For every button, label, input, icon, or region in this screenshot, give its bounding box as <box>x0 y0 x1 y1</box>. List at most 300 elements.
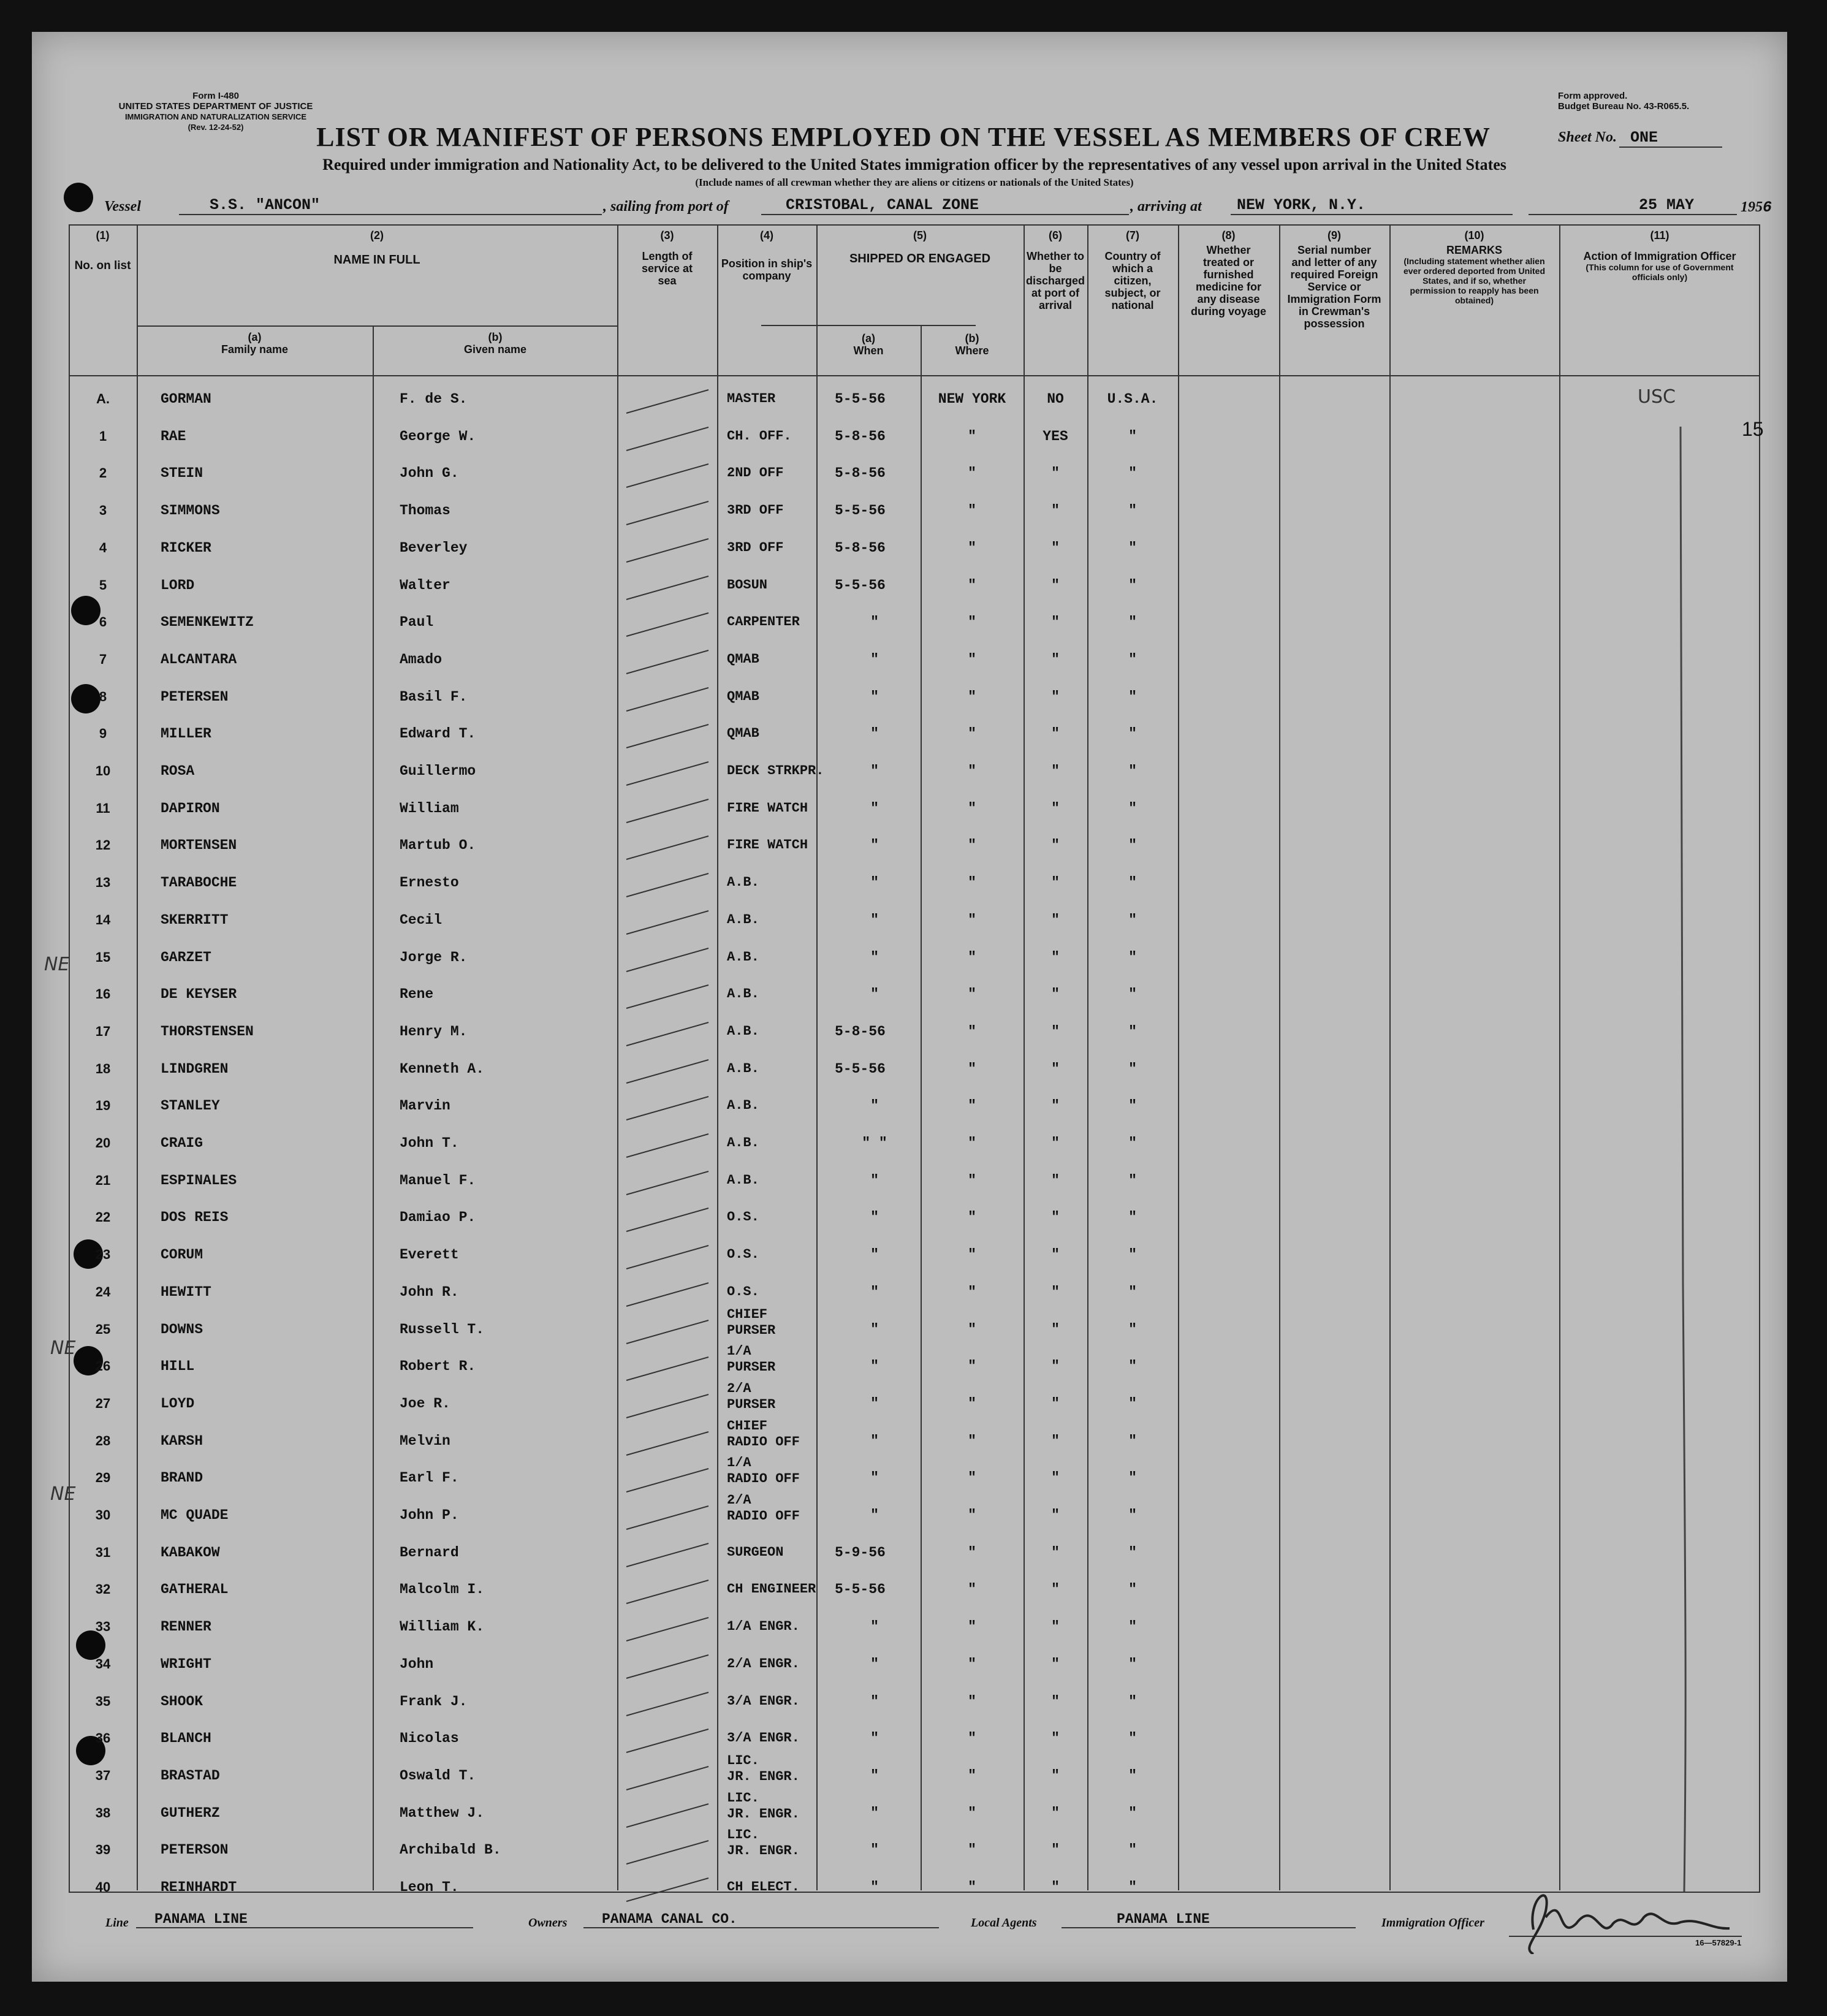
service-slash-mark <box>621 870 713 900</box>
shipped-where: " <box>968 1395 976 1412</box>
family-name: SIMMONS <box>161 503 220 519</box>
row-number: 16 <box>95 986 111 1002</box>
agents-label: Local Agents <box>971 1916 1037 1930</box>
family-name: LINDGREN <box>161 1060 229 1077</box>
col2b-header: (b) Given name <box>463 331 527 356</box>
shipped-where: " <box>968 1023 976 1040</box>
service-slash-mark <box>621 1725 713 1756</box>
row-number: 39 <box>95 1842 111 1858</box>
form-number: Form I-480 <box>192 91 239 101</box>
country: " <box>1128 1470 1137 1486</box>
row-number: 2 <box>99 465 107 481</box>
service-slash-mark <box>621 1837 713 1868</box>
discharged: " <box>1051 1693 1060 1710</box>
table-row <box>69 1015 1760 1051</box>
given-name: William <box>400 800 459 816</box>
port-to: NEW YORK, N.Y. <box>1231 196 1513 215</box>
table-row <box>69 1455 1760 1497</box>
row-number: 33 <box>95 1619 111 1635</box>
shipped-when: 5-8-56 <box>835 465 886 482</box>
shipped-when: " <box>870 949 879 965</box>
discharged: " <box>1051 539 1060 556</box>
shipped-when: " <box>870 614 879 631</box>
given-name: Martub O. <box>400 837 476 854</box>
given-name: John P. <box>400 1507 459 1523</box>
shipped-where: " <box>968 1767 976 1784</box>
country: " <box>1128 1619 1137 1635</box>
discharged: " <box>1051 837 1060 854</box>
service-slash-mark <box>621 1428 713 1459</box>
shipped-where: " <box>968 1098 976 1114</box>
agents-value: PANAMA LINE <box>1062 1911 1356 1928</box>
shipped-where: " <box>968 1507 976 1523</box>
shipped-when: " <box>870 726 879 742</box>
discharged: " <box>1051 1767 1060 1784</box>
country: " <box>1128 539 1137 556</box>
subtitle: Required under immigration and Nationality Act, to be delivered to the United States immigration officer by the representatives of any vessel upon arrival in the United States <box>322 156 1506 173</box>
row-number: 13 <box>95 875 111 891</box>
row-number: 4 <box>99 539 107 555</box>
country: " <box>1128 875 1137 891</box>
line-value: PANAMA LINE <box>136 1911 473 1928</box>
sheet-label: Sheet No. <box>1558 129 1617 145</box>
family-name: PETERSEN <box>161 688 229 705</box>
position: 2/A ENGR. <box>727 1656 800 1672</box>
position: LIC. JR. ENGR. <box>727 1790 800 1822</box>
table-row <box>69 1201 1760 1236</box>
row-number: 23 <box>95 1247 111 1263</box>
service-slash-mark <box>621 535 713 566</box>
year-label: 1956 <box>1741 199 1772 216</box>
country: " <box>1128 577 1137 593</box>
discharged: " <box>1051 1060 1060 1077</box>
shipped-when: 5-8-56 <box>835 539 886 556</box>
officer-signature <box>1509 1887 1742 1937</box>
discharged: " <box>1051 1284 1060 1300</box>
position: 3RD OFF <box>727 503 784 519</box>
table-row <box>69 1127 1760 1162</box>
position: CHIEF RADIO OFF <box>727 1418 800 1450</box>
service-slash-mark <box>621 1093 713 1124</box>
discharged: " <box>1051 1247 1060 1263</box>
row-number: 31 <box>95 1544 111 1560</box>
position: LIC. JR. ENGR. <box>727 1827 800 1859</box>
manifest-sheet <box>32 32 1787 1982</box>
family-name: ROSA <box>161 763 195 779</box>
row-number: 17 <box>95 1023 111 1039</box>
shipped-where: " <box>968 1432 976 1449</box>
shipped-when: 5-5-56 <box>835 503 886 519</box>
family-name: SEMENKEWITZ <box>161 614 254 631</box>
discharged: " <box>1051 1507 1060 1523</box>
service-slash-mark <box>621 609 713 640</box>
row-number: 24 <box>95 1284 111 1299</box>
country: " <box>1128 1284 1137 1300</box>
shipped-when: " <box>870 1842 879 1858</box>
given-name: Joe R. <box>400 1395 450 1412</box>
position: CH ELECT. <box>727 1879 800 1895</box>
row-number: 32 <box>95 1581 111 1597</box>
discharged: " <box>1051 503 1060 519</box>
given-name: Paul <box>400 614 434 631</box>
country: " <box>1128 1172 1137 1189</box>
row-number: 12 <box>95 837 111 853</box>
service-slash-mark <box>621 1577 713 1607</box>
service-slash-mark <box>621 1800 713 1831</box>
position: CH ENGINEER <box>727 1581 816 1597</box>
table-row <box>69 494 1760 530</box>
country: " <box>1128 1395 1137 1412</box>
row-number: 5 <box>99 577 107 593</box>
row-number: 25 <box>95 1321 111 1337</box>
position: A.B. <box>727 1060 759 1076</box>
shipped-where: " <box>968 875 976 891</box>
given-name: Matthew J. <box>400 1805 485 1821</box>
approval-block <box>1558 91 1754 112</box>
family-name: MORTENSEN <box>161 837 237 854</box>
position: FIRE WATCH <box>727 837 808 853</box>
table-row <box>69 382 1760 418</box>
shipped-where: " <box>968 1060 976 1077</box>
position: QMAB <box>727 726 759 742</box>
shipped-where: " <box>968 1321 976 1337</box>
discharged: " <box>1051 1432 1060 1449</box>
country: " <box>1128 1656 1137 1672</box>
officer-label: Immigration Officer <box>1381 1916 1484 1930</box>
table-row <box>69 1052 1760 1088</box>
row-number: 27 <box>95 1395 111 1411</box>
discharged: " <box>1051 688 1060 705</box>
shipped-when: " <box>870 1432 879 1449</box>
given-name: Everett <box>400 1247 459 1263</box>
table-row <box>69 643 1760 679</box>
position: A.B. <box>727 1023 759 1039</box>
given-name: Bernard <box>400 1544 459 1561</box>
given-name: Amado <box>400 651 443 668</box>
service-slash-mark <box>621 1614 713 1645</box>
line-label: Line <box>105 1916 129 1930</box>
table-row <box>69 941 1760 976</box>
service-slash-mark <box>621 981 713 1012</box>
family-name: BRAND <box>161 1470 203 1486</box>
table-row <box>69 1573 1760 1608</box>
col11-header: (11) Action of Immigration Officer (This column for use of Government officials only) <box>1583 229 1736 282</box>
family-name: MILLER <box>161 726 211 742</box>
country: " <box>1128 949 1137 965</box>
shipped-where: NEW YORK <box>938 391 1006 407</box>
shipped-when: " <box>870 651 879 668</box>
discharged: " <box>1051 1581 1060 1598</box>
given-name: Rene <box>400 986 434 1003</box>
country: " <box>1128 651 1137 668</box>
service-slash-mark <box>621 1874 713 1905</box>
country: " <box>1128 465 1137 482</box>
service-slash-mark <box>621 1763 713 1793</box>
table-row <box>69 1827 1760 1869</box>
row-number: 30 <box>95 1507 111 1523</box>
service-slash-mark <box>621 424 713 454</box>
position: 2/A PURSER <box>727 1380 776 1412</box>
row-number: 20 <box>95 1135 111 1151</box>
count-annotation: 15 <box>1742 418 1764 440</box>
given-name: William K. <box>400 1619 485 1635</box>
family-name: DAPIRON <box>161 800 220 816</box>
table-row <box>69 829 1760 864</box>
shipped-where: " <box>968 1247 976 1263</box>
position: CH. OFF. <box>727 428 792 444</box>
given-name: Melvin <box>400 1432 450 1449</box>
shipped-when: 5-8-56 <box>835 428 886 444</box>
given-name: Earl F. <box>400 1470 459 1486</box>
table-row <box>69 978 1760 1013</box>
family-name: ESPINALES <box>161 1172 237 1189</box>
row-number: 19 <box>95 1098 111 1114</box>
service-slash-mark <box>621 1689 713 1719</box>
row-number: 9 <box>99 726 107 742</box>
shipped-where: " <box>968 614 976 631</box>
table-row <box>69 1648 1760 1683</box>
position: FIRE WATCH <box>727 800 808 816</box>
family-name: MC QUADE <box>161 1507 229 1523</box>
table-row <box>69 1418 1760 1460</box>
country: " <box>1128 837 1137 854</box>
family-name: STANLEY <box>161 1098 220 1114</box>
form-approved: Form approved. <box>1558 91 1628 101</box>
country: " <box>1128 503 1137 519</box>
family-name: BLANCH <box>161 1730 211 1747</box>
table-row <box>69 1238 1760 1274</box>
shipped-when: " <box>870 1321 879 1337</box>
position: LIC. JR. ENGR. <box>727 1752 800 1784</box>
vessel-line <box>75 195 1772 219</box>
shipped-when: " <box>870 1507 879 1523</box>
discharged: " <box>1051 763 1060 779</box>
service-slash-mark <box>621 647 713 677</box>
col9-header: (9) Serial number and letter of any required Foreign Service or Immigration Form in Crewman's possession <box>1287 229 1381 330</box>
country: " <box>1128 1767 1137 1784</box>
shipped-where: " <box>968 1693 976 1710</box>
position: MASTER <box>727 391 776 406</box>
discharged: " <box>1051 1135 1060 1151</box>
shipped-where: " <box>968 837 976 854</box>
position: QMAB <box>727 651 759 667</box>
country: " <box>1128 1098 1137 1114</box>
shipped-when: " <box>870 837 879 854</box>
family-name: BRASTAD <box>161 1767 220 1784</box>
service: IMMIGRATION AND NATURALIZATION SERVICE <box>124 112 307 121</box>
service-slash-mark <box>621 1353 713 1384</box>
given-name: Damiao P. <box>400 1209 476 1226</box>
shipped-where: " <box>968 1842 976 1858</box>
family-name: ALCANTARA <box>161 651 237 668</box>
discharged: " <box>1051 1656 1060 1672</box>
shipped-when: 5-8-56 <box>835 1023 886 1040</box>
country: " <box>1128 688 1137 705</box>
ne-note: NE <box>44 954 70 975</box>
shipped-when: " <box>870 1767 879 1784</box>
arrival-date: 25 MAY <box>1529 196 1737 215</box>
vessel-name: S.S. "ANCON" <box>179 196 602 215</box>
shipped-when: " <box>870 1470 879 1486</box>
given-name: Leon T. <box>400 1879 459 1895</box>
owners-label: Owners <box>528 1916 568 1930</box>
given-name: Jorge R. <box>400 949 468 965</box>
page-title: LIST OR MANIFEST OF PERSONS EMPLOYED ON THE VESSEL AS MEMBERS OF CREW <box>316 122 1491 152</box>
family-name: PETERSON <box>161 1842 229 1858</box>
position: A.B. <box>727 1135 759 1151</box>
row-number: 34 <box>95 1656 111 1672</box>
row-number: 1 <box>99 428 107 444</box>
family-name: LOYD <box>161 1395 195 1412</box>
row-number: 35 <box>95 1693 111 1709</box>
row-number: 22 <box>95 1209 111 1225</box>
given-name: Cecil <box>400 911 443 928</box>
position: BOSUN <box>727 577 768 593</box>
shipped-where: " <box>968 763 976 779</box>
discharged: " <box>1051 1619 1060 1635</box>
ne-note: NE <box>50 1337 76 1359</box>
country: " <box>1128 763 1137 779</box>
shipped-when: " <box>870 1247 879 1263</box>
shipped-where: " <box>968 911 976 928</box>
country: " <box>1128 1507 1137 1523</box>
service-slash-mark <box>621 721 713 751</box>
department: UNITED STATES DEPARTMENT OF JUSTICE <box>118 101 313 112</box>
shipped-when: " <box>870 1693 879 1710</box>
discharged: " <box>1051 1842 1060 1858</box>
family-name: HILL <box>161 1358 195 1375</box>
family-name: DOS REIS <box>161 1209 229 1226</box>
shipped-when: " <box>870 1730 879 1747</box>
service-slash-mark <box>621 460 713 491</box>
discharged: " <box>1051 651 1060 668</box>
discharged: " <box>1051 577 1060 593</box>
family-name: RICKER <box>161 539 211 556</box>
discharged: " <box>1051 1470 1060 1486</box>
discharged: " <box>1051 1321 1060 1337</box>
col2-header: (2) NAME IN FULL <box>333 229 420 267</box>
crew-rows <box>69 376 1760 1895</box>
given-name: George W. <box>400 428 476 444</box>
country: " <box>1128 1432 1137 1449</box>
col8-header: (8) Whether treated or furnished medicine for any disease during voyage <box>1190 229 1267 318</box>
discharged: " <box>1051 614 1060 631</box>
year-suffix: 6 <box>1763 199 1772 216</box>
table-row <box>69 531 1760 567</box>
col2a-header: (a) Family name <box>221 331 289 356</box>
country: " <box>1128 911 1137 928</box>
service-slash-mark <box>621 832 713 863</box>
position: QMAB <box>727 688 759 704</box>
discharged: " <box>1051 800 1060 816</box>
position: O.S. <box>727 1247 759 1263</box>
position: O.S. <box>727 1284 759 1299</box>
country: " <box>1128 1805 1137 1821</box>
table-row <box>69 1493 1760 1534</box>
col1-header: (1) No. on list <box>74 229 131 272</box>
include-note: (Include names of all crewman whether they are aliens or citizens or nationals of the United States) <box>695 177 1134 188</box>
row-number: 7 <box>99 651 107 667</box>
shipped-subheader-line <box>761 325 976 326</box>
vessel-label: Vessel <box>104 199 141 215</box>
col7-header: (7) Country of which a citizen, subject, or national <box>1104 229 1161 311</box>
shipped-when: " <box>870 911 879 928</box>
family-name: KARSH <box>161 1432 203 1449</box>
table-row <box>69 1610 1760 1646</box>
service-slash-mark <box>621 758 713 789</box>
service-slash-mark <box>621 1279 713 1310</box>
country: " <box>1128 1693 1137 1710</box>
col5a-header: (a) When <box>853 332 884 357</box>
family-name: DE KEYSER <box>161 986 237 1003</box>
shipped-where: " <box>968 1209 976 1226</box>
table-row <box>69 680 1760 716</box>
row-number: 29 <box>95 1470 111 1486</box>
country: " <box>1128 1247 1137 1263</box>
given-name: Ernesto <box>400 875 459 891</box>
position: 1/A RADIO OFF <box>727 1455 800 1487</box>
shipped-where: " <box>968 726 976 742</box>
family-name: REINHARDT <box>161 1879 237 1895</box>
shipped-when: " <box>870 1284 879 1300</box>
row-number: 18 <box>95 1060 111 1076</box>
row-number: 11 <box>96 800 110 816</box>
country: " <box>1128 726 1137 742</box>
row-number: 8 <box>99 688 107 704</box>
col5b-header: (b) Where <box>955 332 989 357</box>
usc-annotation: USC <box>1638 386 1676 408</box>
table-row <box>69 1871 1760 1906</box>
table-row <box>69 866 1760 902</box>
family-name: GUTHERZ <box>161 1805 220 1821</box>
shipped-where: " <box>968 503 976 519</box>
country: " <box>1128 1358 1137 1375</box>
crew-table <box>69 224 1764 1895</box>
given-name: John <box>400 1656 434 1672</box>
given-name: Manuel F. <box>400 1172 476 1189</box>
shipped-where: " <box>968 1135 976 1151</box>
discharged: " <box>1051 1209 1060 1226</box>
row-number: 36 <box>95 1730 111 1746</box>
table-row <box>69 1722 1760 1757</box>
given-name: Russell T. <box>400 1321 485 1337</box>
row-number: A. <box>96 391 110 406</box>
discharged: " <box>1051 465 1060 482</box>
family-name: LORD <box>161 577 195 593</box>
given-name: Malcolm I. <box>400 1581 485 1598</box>
country: " <box>1128 1060 1137 1077</box>
table-row <box>69 1164 1760 1200</box>
arriving-label: , arriving at <box>1130 199 1202 215</box>
country: " <box>1128 1879 1137 1895</box>
country: " <box>1128 1023 1137 1040</box>
shipped-where: " <box>968 1284 976 1300</box>
family-name: STEIN <box>161 465 203 482</box>
shipped-where: " <box>968 539 976 556</box>
family-name: RAE <box>161 428 186 444</box>
shipped-where: " <box>968 1805 976 1821</box>
print-code: 16—57829-1 <box>1695 1938 1742 1947</box>
shipped-where: " <box>968 1172 976 1189</box>
discharged: " <box>1051 1730 1060 1747</box>
service-slash-mark <box>621 1056 713 1087</box>
col10-header: (10) REMARKS (Including statement whether alien ever ordered deported from United States, and if so, whether permission to reapply has been obtained) <box>1403 229 1546 305</box>
family-name: HEWITT <box>161 1284 211 1300</box>
shipped-when: " <box>870 1656 879 1672</box>
given-name: Thomas <box>400 503 450 519</box>
table-row <box>69 569 1760 604</box>
shipped-when: 5-5-56 <box>835 1060 886 1077</box>
